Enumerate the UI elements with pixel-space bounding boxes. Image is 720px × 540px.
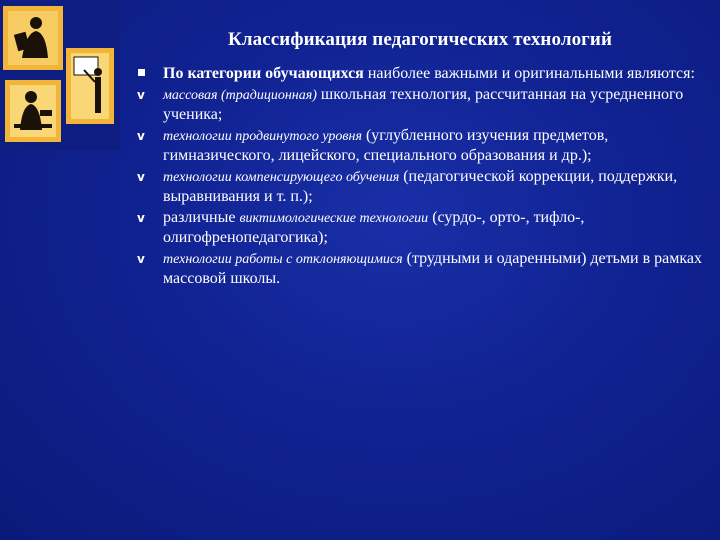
item-italic-text: массовая (традиционная) <box>163 88 317 103</box>
list-item <box>136 208 706 247</box>
list-item <box>136 85 706 124</box>
item-text: (трудными и одаренными) детьми в рамках массовой школы. <box>163 250 703 287</box>
teacher-board-icon <box>66 48 114 124</box>
checkmark-bullet-icon <box>136 209 148 223</box>
item-strong-text: По категории обучающихся <box>163 65 364 82</box>
list-item <box>136 126 706 165</box>
decorative-illustration <box>0 0 120 150</box>
item-text: наиболее важными и оригинальными являются: <box>363 65 695 82</box>
checkmark-bullet-icon <box>136 168 148 182</box>
item-italic-text: технологии компенсирующего обучения <box>163 170 400 185</box>
reading-child-icon <box>3 6 63 70</box>
list-item <box>136 249 706 288</box>
item-text: (углубленного изучения предметов, гимназического, лицейского, специального образования и др.); <box>163 127 609 164</box>
list-item <box>136 64 706 83</box>
square-bullet-icon <box>136 65 148 79</box>
item-text: (сурдо-, орто-, тифло-, олигофренопедагогика); <box>163 209 585 246</box>
list-item <box>136 167 706 206</box>
slide-title: Классификация педагогических технологий <box>227 29 613 50</box>
child-desk-icon <box>5 80 61 142</box>
checkmark-bullet-icon <box>136 86 148 100</box>
item-italic-text: технологии работы с отклоняющимися <box>163 252 403 267</box>
checkmark-bullet-icon <box>136 127 148 141</box>
item-italic-text: виктимологические технологии <box>239 211 429 226</box>
bullet-list <box>136 64 706 290</box>
item-prefix-text: различные <box>163 209 240 226</box>
item-italic-text: технологии продвинутого уровня <box>163 129 362 144</box>
item-text: школьная технология, рассчитанная на усредненного ученика; <box>163 86 684 123</box>
item-text: (педагогической коррекции, поддержки, выравнивания и т. п.); <box>163 168 678 205</box>
checkmark-bullet-icon <box>136 250 148 264</box>
